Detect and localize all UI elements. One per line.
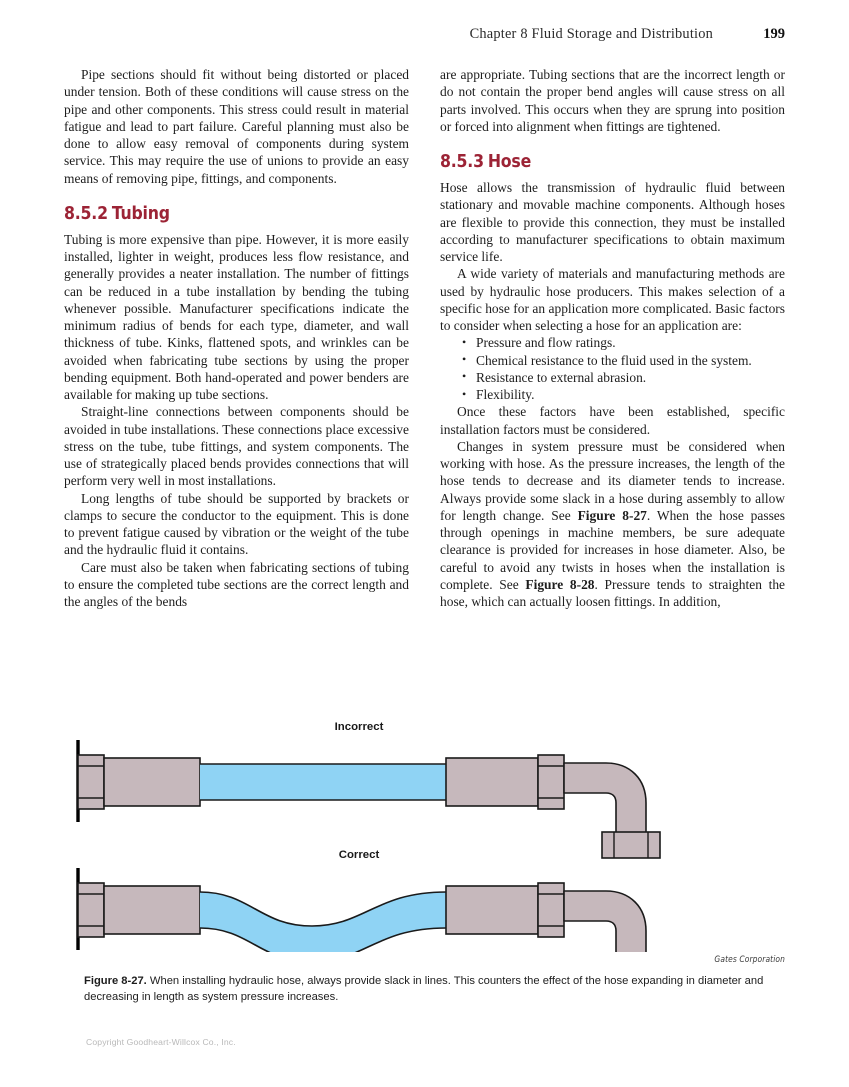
list-item: • Resistance to external abrasion. [462,369,785,386]
section-title: Hose [487,152,532,172]
copyright-notice: Copyright Goodheart-Willcox Co., Inc. [86,1037,236,1047]
right-column [440,66,785,706]
list-item: • Pressure and flow ratings. [462,334,785,351]
paragraph-text: Changes in system pressure must be considered when working with hose. As the pressure increases, the length of the hose tends to decrease and its diameter tends to increase. Always provide some slack in a hose during assembly to allow for length change. See [440,438,785,523]
elbow-tube [564,763,646,836]
paragraph: Long lengths of tube should be supported by brackets or clamps to secure the conductor to the equipment. This is done to prevent fatigue caused by vibration or the weight of the tube and the hydraulic fluid it contains. [64,490,409,558]
list-item: • Chemical resistance to the fluid used in the system. [462,352,785,369]
paragraph: are appropriate. Tubing sections that are the incorrect length or do not contain the proper bend angles will cause stress on all parts involved. This occurs when they are sprung into position or forced into alignment when fittings are tightened. [440,67,785,134]
left-hose-ferrule [104,886,200,934]
figure-illustration [64,712,785,952]
paragraph-text: . When the hose passes through openings in machine members, be sure adequate clearance is provided for increases in hose diameter. Also, be careful to avoid any twists in hoses when the installation is complete. See [440,507,785,592]
paragraph: Straight-line connections between components should be avoided in tube installations. These connections place excessive stress on the tube, tube fittings, and system components. The use of strategically placed bends provides connections that will perform very well in most installations. [64,404,409,489]
right-swivel-nut [538,755,564,809]
left-swivel-nut [78,755,104,809]
paragraph: Care must also be taken when fabricating sections of tubing to ensure the completed tube sections are the correct length and the angles of the bends [64,559,409,609]
elbow-end-nut [602,832,660,858]
paragraph: Hose allows the transmission of hydraulic fluid between stationary and movable machine components. Although hoses are flexible to provide this connection, they must be installed according to manufacturer specifications to obtain maximum service life. [440,180,785,264]
diagram-incorrect [78,721,660,858]
paragraph: A wide variety of materials and manufacturing methods are used by hydraulic hose producers. This makes selection of a specific hose for an application more complicated. Basic factors to consider when selecting a hose for an application are: [440,266,785,333]
running-head-title: Chapter 8 Fluid Storage and Distribution [469,26,713,42]
paragraph-text: . Pressure tends to straighten the hose, which can actually loosen fittings. In addition, [440,576,786,609]
figure-caption-text: When installing hydraulic hose, always provide slack in lines. This counters the effect of the hose expanding in diameter and decreasing in length as system pressure increases. [84,975,764,1003]
figure-reference-8-28: Figure 8-28 [525,576,595,592]
paragraph: Tubing is more expensive than pipe. However, it is more easily installed, lighter in weight, produces less flow resistance, and generally provides a neater installation. The number of fittings can be reduced in a tube installation by bending the tubing whenever possible. Manufacturer specifications indicate the minimum radius of bends for each type, diameter, and wall thickness of tube. Kinks, flattened spots, and wrinkles can be avoided when fabricating tube sections by using the proper bending equipment. Both hand-operated and power benders are available for making up tube sections. [64,231,409,402]
figure-caption [84,974,784,1005]
running-head [64,26,785,48]
right-hose-ferrule [446,758,538,806]
figure-caption-label: Figure 8-27. [84,975,147,987]
page-number: 199 [763,26,785,42]
diagram-correct [78,849,660,952]
figure-8-27 [64,712,785,1003]
elbow-tube [564,891,646,952]
section-heading-852 [64,204,409,224]
left-hose-ferrule [104,758,200,806]
figure-credit: Gates Corporation [714,954,785,964]
section-heading-853 [440,152,785,172]
paragraph-with-figure-refs [440,438,785,611]
diagram-label-incorrect: Incorrect [334,721,384,733]
list-item: • Flexibility. [462,386,785,403]
paragraph: Pipe sections should fit without being distorted or placed under tension. Both of these conditions will cause stress on the pipe and other components. This stress could result in material fatigue and lead to part failure. Careful planning must also be done to allow easy removal of components during system service. This may require the use of unions to provide an easy means of removing pipe, fittings, and components. [64,67,409,186]
section-number: 8.5.2 [64,203,108,224]
figure-reference-8-27: Figure 8-27 [577,507,647,523]
paragraph: Once these factors have been established, specific installation factors must be considered. [440,404,785,437]
hose-selection-factors-list [440,334,785,403]
hose-installation-diagram [64,712,785,952]
hose-body-slack [200,892,446,952]
body-columns [64,66,785,706]
left-swivel-nut [78,883,104,937]
section-title: Tubing [111,203,170,224]
section-number: 8.5.3 [440,152,484,172]
hose-body-straight [200,764,446,800]
left-column [64,66,409,706]
diagram-label-correct: Correct [338,849,380,861]
right-swivel-nut [538,883,564,937]
right-hose-ferrule [446,886,538,934]
